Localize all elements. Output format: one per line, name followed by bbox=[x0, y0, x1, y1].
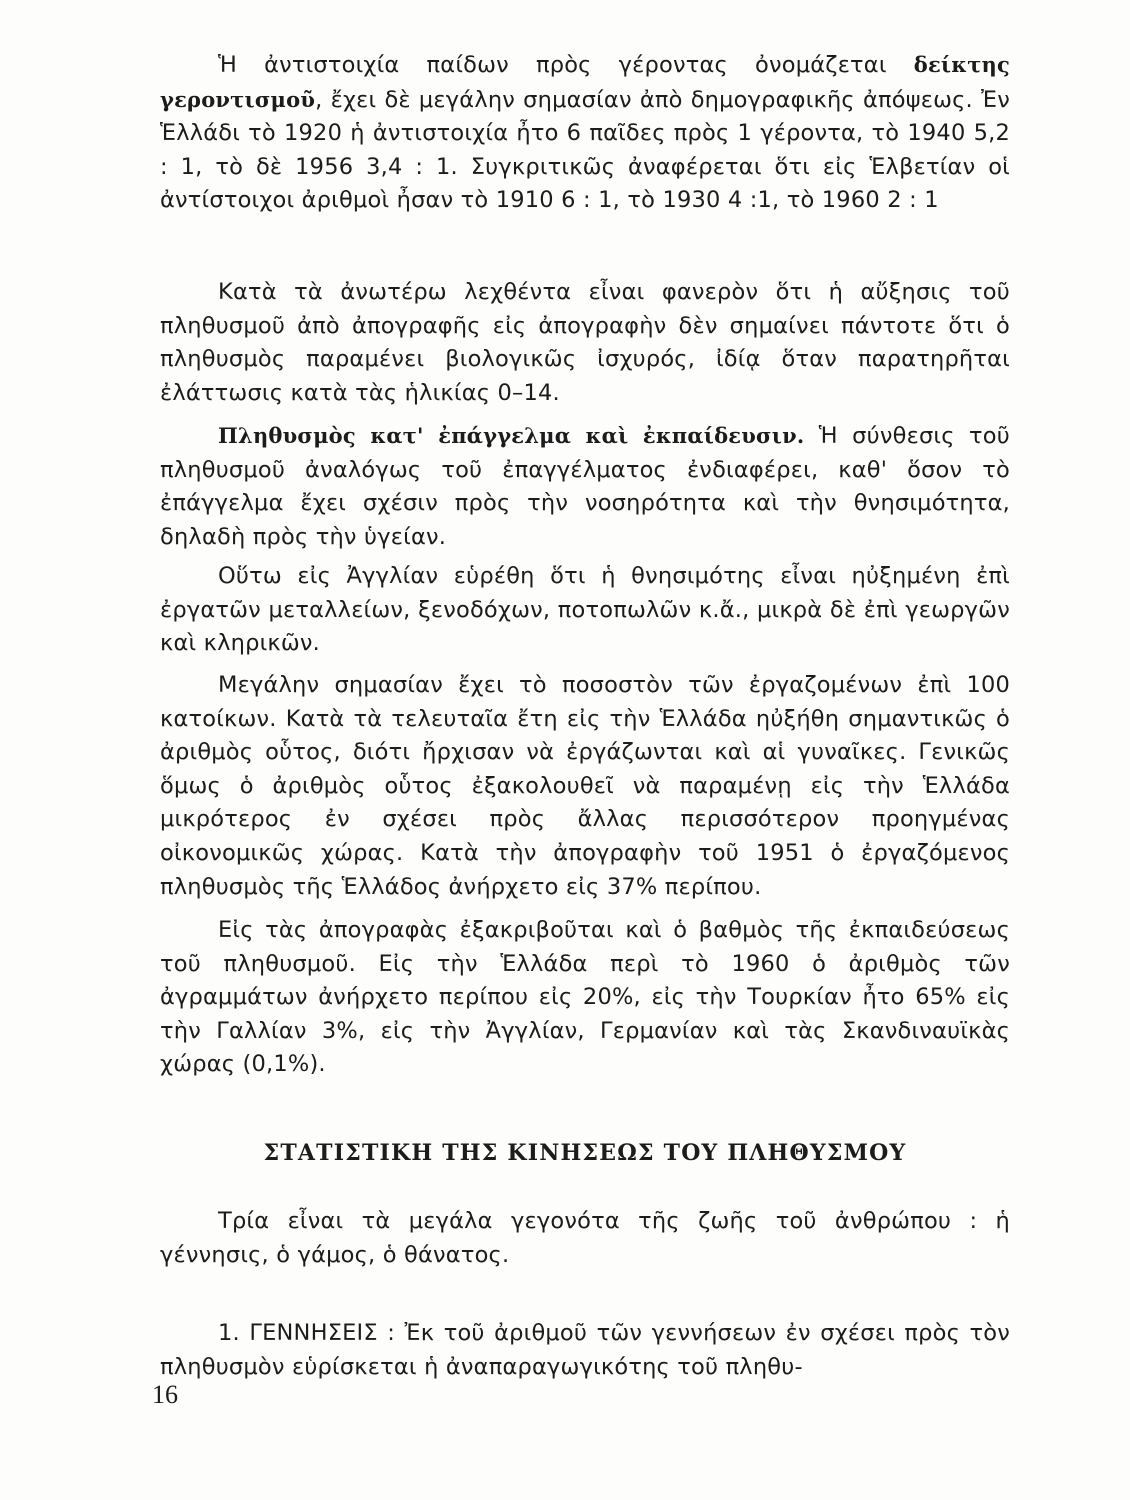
paragraph-text: Κατὰ τὰ ἀνωτέρω λεχθέντα εἶναι φανερὸν ὅτι ἡ αὔξησις τοῦ πληθυσμοῦ ἀπὸ ἀπογραφῆς εἰς ἀπογραφὴν δὲν σημαίνει πάντοτε ὅτι ὁ πληθυσμὸς παραμένει βιολογικῶς ἰσχυρός, ἰδίᾳ ὅταν παρατηρῆται ἐλάττωσις κατὰ τὰς ἡλικίας 0–14. bbox=[160, 279, 1010, 406]
paragraph-text: Τρία εἶναι τὰ μεγάλα γεγονότα τῆς ζωῆς τοῦ ἀνθρώπου : ἡ γέννησις, ὁ γάμος, ὁ θάνατος. bbox=[160, 1208, 1010, 1268]
paragraph-text: Μεγάλην σημασίαν ἔχει τὸ ποσοστὸν τῶν ἐργαζομένων ἐπὶ 100 κατοίκων. Κατὰ τὰ τελευταῖα ἔτη εἰς τὴν Ἑλλάδα ηὐξήθη σημαντικῶς ὁ ἀριθμὸς οὗτος, διότι ἤρχισαν νὰ ἐργάζωνται καὶ αἱ γυναῖκες. Γενικῶς ὅμως ὁ ἀριθμὸς οὗτος ἐξακολουθεῖ νὰ παραμένῃ εἰς τὴν Ἑλλάδα μικρότερος ἐν σχέσει πρὸς ἄλλας περισσότερον προηγμένας οἰκονομικῶς χώρας. Κατὰ τὴν ἀπογραφὴν τοῦ 1951 ὁ ἐργαζόμενος πληθυσμὸς τῆς Ἑλλάδος ἀνήρχετο εἰς 37% περίπου. bbox=[160, 672, 1010, 900]
page-number: 16 bbox=[152, 1380, 178, 1409]
section-heading: ΣΤΑΤΙΣΤΙΚΗ ΤΗΣ ΚΙΝΗΣΕΩΣ ΤΟΥ ΠΛΗΘΥΣΜΟΥ bbox=[263, 1140, 907, 1166]
paragraph-gerontism-index bbox=[160, 48, 1010, 218]
paragraph-text: Ἡ ἀντιστοιχία παίδων πρὸς γέροντας ὀνομάζεται bbox=[218, 52, 914, 78]
paragraph-life-events bbox=[160, 1205, 1010, 1272]
bold-term: δείκτης γεροντισμοῦ bbox=[160, 52, 1010, 112]
paragraph-text: Ἡ σύνθεσις τοῦ πληθυσμοῦ ἀναλόγως τοῦ ἐπαγγέλματος ἐνδιαφέρει, καθ' ὅσον τὸ ἐπάγγελμα ἔχει σχέσιν πρὸς τὴν νοσηρότητα καὶ τὴν θνησιμότητα, δηλαδὴ πρὸς τὴν ὑγείαν. bbox=[160, 423, 1010, 550]
paragraph-text: , ἔχει δὲ μεγάλην σημασίαν ἀπὸ δημογραφικῆς ἀπόψεως. Ἐν Ἑλλάδι τὸ 1920 ἡ ἀντιστοιχία ἦτο 6 παῖδες πρὸς 1 γέροντα, τὸ 1940 5,2 : 1, τὸ δὲ 1956 3,4 : 1. Συγκριτικῶς ἀναφέρεται ὅτι εἰς Ἑλβετίαν οἱ ἀντίστοιχοι ἀριθμοὶ ἦσαν τὸ 1910 6 : 1, τὸ 1930 4 :1, τὸ 1960 2 : 1 bbox=[160, 86, 1010, 214]
paragraph-population-growth bbox=[160, 276, 1010, 410]
paragraph-text: Εἰς τὰς ἀπογραφὰς ἐξακριβοῦται καὶ ὁ βαθμὸς τῆς ἐκπαιδεύσεως τοῦ πληθυσμοῦ. Εἰς τὴν Ἑλλάδα περὶ τὸ 1960 ὁ ἀριθμὸς τῶν ἀγραμμάτων ἀνήρχετο περίπου εἰς 20%, εἰς τὴν Τουρκίαν ἦτο 65% εἰς τὴν Γαλλίαν 3%, εἰς τὴν Ἀγγλίαν, Γερμανίαν καὶ τὰς Σκανδιναυϊκὰς χώρας (0,1%). bbox=[160, 917, 1010, 1078]
paragraph-occupation-education bbox=[160, 419, 1010, 554]
paragraph-illiteracy bbox=[160, 914, 1010, 1082]
paragraph-working-population bbox=[160, 669, 1010, 904]
paragraph-text: 1. ΓΕΝΝΗΣΕΙΣ : Ἐκ τοῦ ἀριθμοῦ τῶν γεννήσεων ἐν σχέσει πρὸς τὸν πληθυσμὸν εὑρίσκεται ἡ ἀναπαραγωγικότης τοῦ πληθυ- bbox=[160, 1320, 1010, 1380]
paragraph-england-mortality bbox=[160, 560, 1010, 661]
run-in-heading: Πληθυσμὸς κατ' ἐπάγγελμα καὶ ἐκπαίδευσιν. bbox=[218, 423, 805, 448]
paragraph-births bbox=[160, 1317, 1010, 1384]
paragraph-text: Οὕτω εἰς Ἀγγλίαν εὑρέθη ὅτι ἡ θνησιμότης εἶναι ηὐξημένη ἐπὶ ἐργατῶν μεταλλείων, ξενοδόχων, ποτοπωλῶν κ.ἄ., μικρὰ δὲ ἐπὶ γεωργῶν καὶ κληρικῶν. bbox=[160, 563, 1010, 657]
